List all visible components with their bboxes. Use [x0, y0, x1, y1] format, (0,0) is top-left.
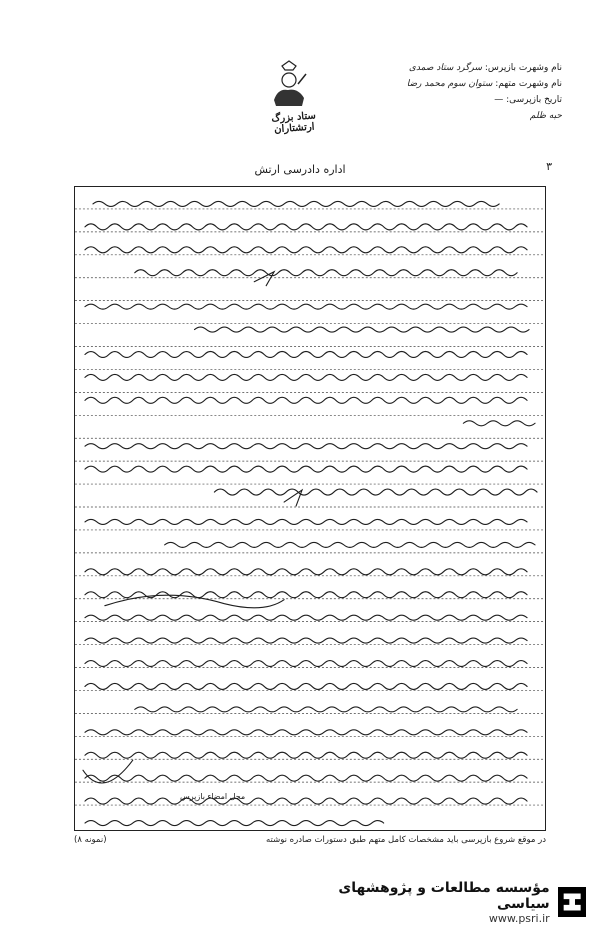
department-title: اداره دادرسی ارتش — [254, 163, 346, 176]
header-fields — [342, 60, 562, 124]
footer-instructions — [74, 835, 546, 845]
lion-and-sun-emblem-icon — [268, 60, 310, 110]
ruled-lines — [75, 187, 545, 830]
field-examiner: نام وشهرت بازپرس: سرگرد ستاد صمدی — [408, 63, 562, 73]
field-value: ستوان سوم محمد رضا — [406, 79, 493, 89]
watermark-text — [296, 880, 550, 925]
instruction-text: در موقع شروع بازپرسی باید مشخصات کامل متهم طبق دستورات صادره نوشته — [265, 835, 546, 845]
field-value: — — [494, 95, 504, 105]
signature-label: محل امضاء بازپرس — [180, 792, 246, 801]
field-label: نام وشهرت متهم — [498, 79, 562, 89]
organization-name: ستاد بزرگ ارتشتاران — [271, 110, 317, 136]
ruled-sheet — [74, 186, 546, 831]
field-value: سرگرد ستاد صمدی — [408, 63, 483, 73]
watermark-url: www.psri.ir — [488, 911, 550, 925]
handwritten-subtitle: حبه ظلم — [529, 111, 562, 121]
field-date: تاریخ بازپرسی: — — [494, 95, 562, 105]
page-number: ۳ — [546, 160, 552, 173]
field-label: تاریخ بازپرسی — [509, 95, 562, 105]
field-label: نام وشهرت بازپرس — [487, 63, 562, 73]
watermark-bar — [296, 878, 586, 926]
institute-logo-icon — [558, 887, 586, 917]
watermark-title: مؤسسه مطالعات و پژوهشهای سیاسی — [338, 879, 550, 912]
form-number: (نمونه ۸) — [74, 835, 107, 845]
field-accused: نام وشهرت متهم: ستوان سوم محمد رضا — [406, 79, 562, 89]
